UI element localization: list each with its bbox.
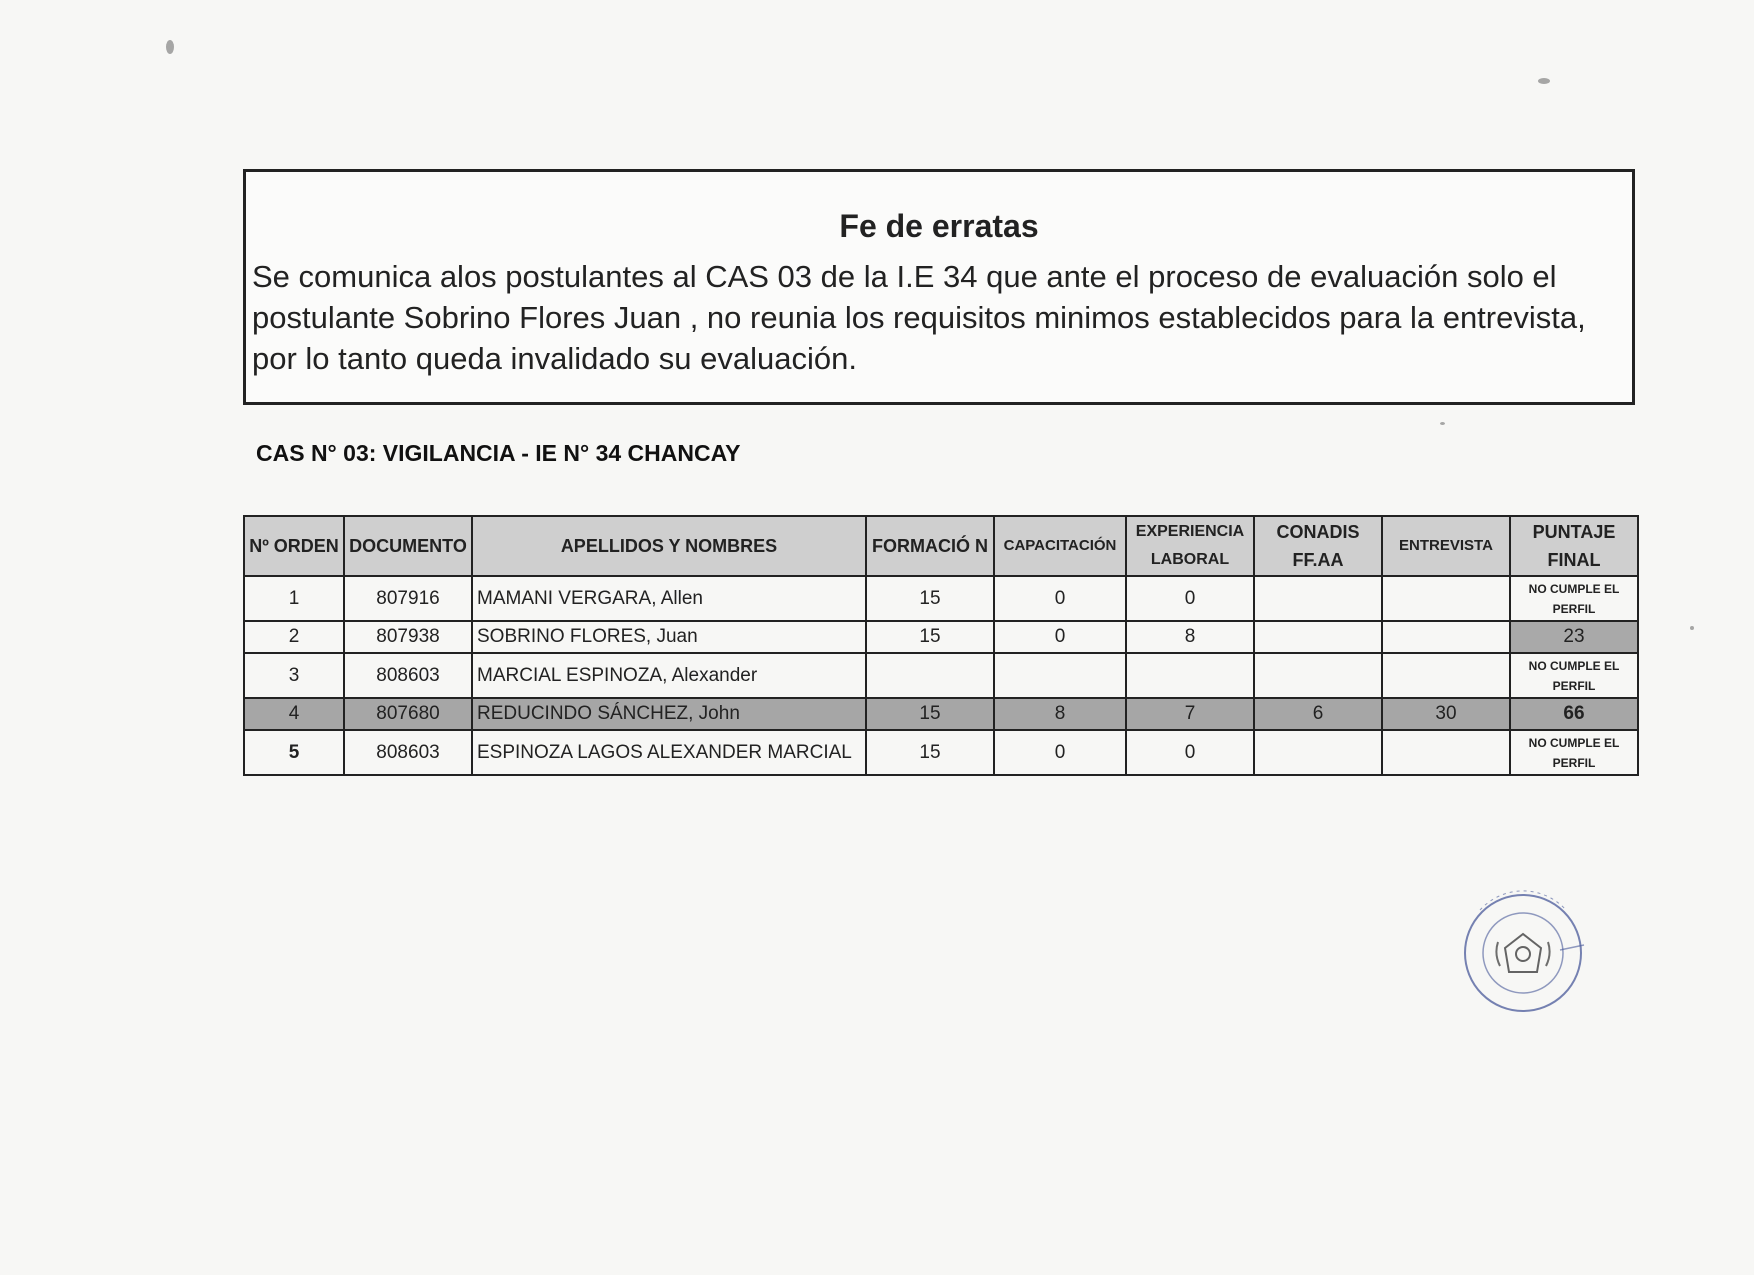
cell-conadis bbox=[1254, 653, 1382, 698]
cell-documento: 807938 bbox=[344, 621, 472, 653]
cell-documento: 808603 bbox=[344, 653, 472, 698]
cell-entrevista bbox=[1382, 653, 1510, 698]
cell-capacitacion bbox=[994, 653, 1126, 698]
cell-entrevista bbox=[1382, 576, 1510, 621]
table-row bbox=[244, 730, 1638, 775]
cell-entrevista: 30 bbox=[1382, 698, 1510, 730]
cell-entrevista bbox=[1382, 730, 1510, 775]
table-row bbox=[244, 698, 1638, 730]
cell-experiencia bbox=[1126, 653, 1254, 698]
cell-formacion: 15 bbox=[866, 730, 994, 775]
cell-puntaje: NO CUMPLE EL PERFIL bbox=[1510, 730, 1638, 775]
cell-experiencia: 0 bbox=[1126, 730, 1254, 775]
header-formacion: FORMACIÓ N bbox=[866, 516, 994, 576]
header-documento: DOCUMENTO bbox=[344, 516, 472, 576]
table-row bbox=[244, 621, 1638, 653]
errata-body: Se comunica alos postulantes al CAS 03 de la I.E 34 que ante el proceso de evaluación solo el postulante Sobrino Flores Juan , no reunia los requisitos minimos establecidos para la entrevista, por lo tanto queda invalidado su evaluación. bbox=[252, 259, 1586, 376]
table-row bbox=[244, 653, 1638, 698]
cell-formacion: 15 bbox=[866, 698, 994, 730]
cell-orden: 1 bbox=[244, 576, 344, 621]
cell-nombres: MAMANI VERGARA, Allen bbox=[472, 576, 866, 621]
cell-nombres: SOBRINO FLORES, Juan bbox=[472, 621, 866, 653]
header-puntaje: PUNTAJE FINAL bbox=[1510, 516, 1638, 576]
cell-nombres: MARCIAL ESPINOZA, Alexander bbox=[472, 653, 866, 698]
cell-capacitacion: 0 bbox=[994, 621, 1126, 653]
cell-capacitacion: 8 bbox=[994, 698, 1126, 730]
header-conadis: CONADIS FF.AA bbox=[1254, 516, 1382, 576]
header-orden: Nº ORDEN bbox=[244, 516, 344, 576]
cell-orden: 4 bbox=[244, 698, 344, 730]
cell-experiencia: 8 bbox=[1126, 621, 1254, 653]
cell-orden: 5 bbox=[244, 730, 344, 775]
table-header-row bbox=[244, 516, 1638, 576]
cell-puntaje: 23 bbox=[1510, 621, 1638, 653]
cell-entrevista bbox=[1382, 621, 1510, 653]
cell-puntaje: NO CUMPLE EL PERFIL bbox=[1510, 653, 1638, 698]
cell-capacitacion: 0 bbox=[994, 730, 1126, 775]
scan-speck bbox=[1538, 78, 1550, 84]
header-entrevista: ENTREVISTA bbox=[1382, 516, 1510, 576]
results-table bbox=[243, 515, 1639, 776]
cell-experiencia: 0 bbox=[1126, 576, 1254, 621]
cell-conadis bbox=[1254, 621, 1382, 653]
cell-formacion bbox=[866, 653, 994, 698]
errata-title: Fe de erratas bbox=[839, 208, 1039, 244]
section-title: CAS N° 03: VIGILANCIA - IE N° 34 CHANCAY bbox=[256, 440, 741, 466]
cell-documento: 807680 bbox=[344, 698, 472, 730]
scan-speck bbox=[1440, 422, 1445, 425]
header-experiencia: EXPERIENCIA LABORAL bbox=[1126, 516, 1254, 576]
cell-capacitacion: 0 bbox=[994, 576, 1126, 621]
cell-conadis bbox=[1254, 730, 1382, 775]
cell-puntaje: 66 bbox=[1510, 698, 1638, 730]
cell-experiencia: 7 bbox=[1126, 698, 1254, 730]
cell-nombres: REDUCINDO SÁNCHEZ, John bbox=[472, 698, 866, 730]
scan-speck bbox=[1690, 626, 1694, 630]
cell-orden: 2 bbox=[244, 621, 344, 653]
header-capacitacion: CAPACITACIÓN bbox=[994, 516, 1126, 576]
cell-documento: 807916 bbox=[344, 576, 472, 621]
cell-documento: 808603 bbox=[344, 730, 472, 775]
cell-orden: 3 bbox=[244, 653, 344, 698]
cell-formacion: 15 bbox=[866, 621, 994, 653]
cell-puntaje: NO CUMPLE EL PERFIL bbox=[1510, 576, 1638, 621]
table-row bbox=[244, 576, 1638, 621]
errata-notice bbox=[243, 169, 1635, 405]
cell-nombres: ESPINOZA LAGOS ALEXANDER MARCIAL bbox=[472, 730, 866, 775]
cell-conadis: 6 bbox=[1254, 698, 1382, 730]
cell-formacion: 15 bbox=[866, 576, 994, 621]
scan-speck bbox=[166, 40, 174, 54]
cell-conadis bbox=[1254, 576, 1382, 621]
official-seal-icon bbox=[1460, 890, 1586, 1016]
header-nombres: APELLIDOS Y NOMBRES bbox=[472, 516, 866, 576]
